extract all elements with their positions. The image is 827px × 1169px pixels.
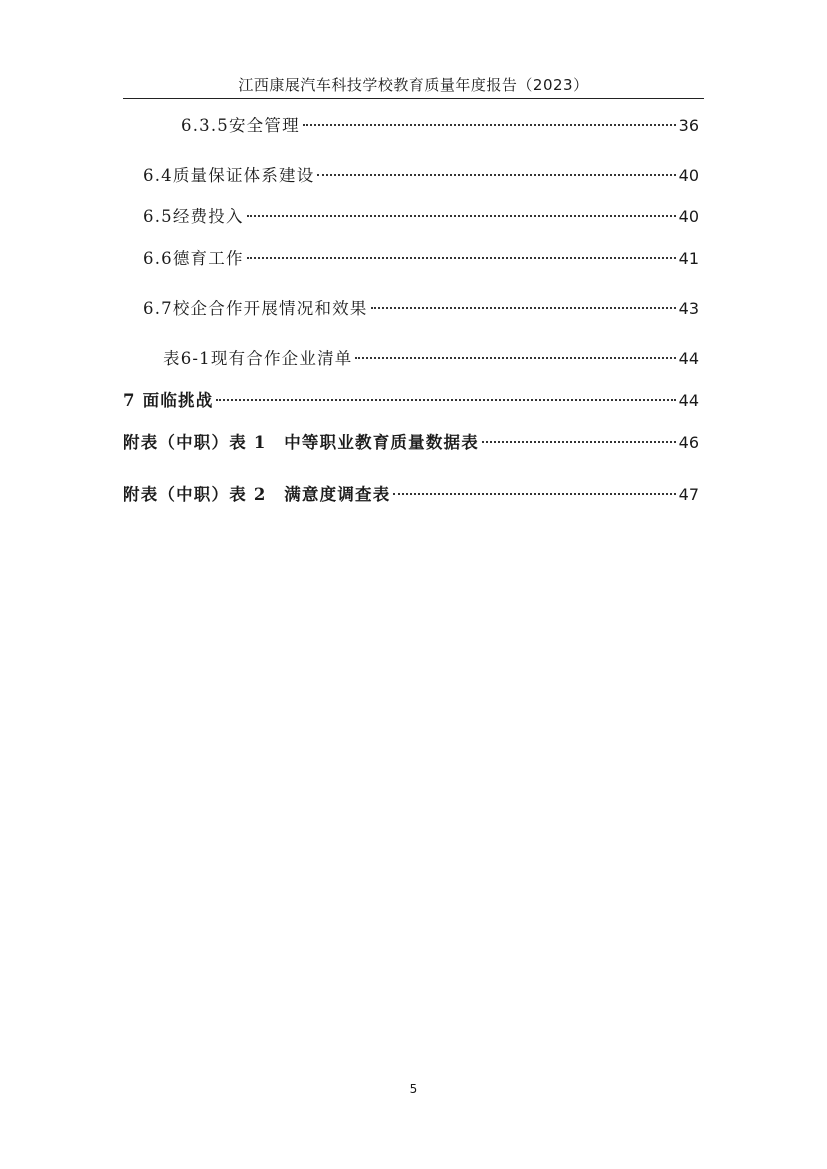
toc-entry-6-4[interactable] — [143, 163, 699, 189]
toc-entry-label: 6.7校企合作开展情况和效果 — [143, 299, 368, 318]
page-header — [123, 74, 704, 99]
dot-leader — [393, 493, 675, 495]
toc-entry-table-6-1[interactable] — [163, 346, 699, 372]
page-number: 5 — [409, 1082, 418, 1096]
dot-leader — [482, 441, 676, 443]
toc-entry-6-3-5[interactable] — [181, 113, 699, 139]
toc-entry-appendix-2[interactable] — [123, 482, 699, 508]
toc-entry-6-6[interactable] — [143, 246, 699, 272]
toc-entry-page: 47 — [678, 485, 699, 504]
toc-entry-6-7[interactable] — [143, 296, 699, 322]
toc-entry-page: 36 — [678, 116, 699, 135]
toc-entry-page: 46 — [678, 433, 699, 452]
toc-entry-page: 43 — [678, 299, 699, 318]
toc-entry-label: 附表（中职）表 1 中等职业教育质量数据表 — [123, 433, 479, 452]
toc-entry-6-5[interactable] — [143, 204, 699, 230]
toc-entry-page: 44 — [678, 391, 699, 410]
toc-entry-label: 7 面临挑战 — [123, 391, 214, 410]
toc-entry-page: 44 — [678, 349, 699, 368]
dot-leader — [371, 307, 676, 309]
toc-entry-label: 6.5经费投入 — [143, 207, 244, 226]
toc-entry-label: 6.4质量保证体系建设 — [143, 166, 315, 185]
dot-leader — [303, 124, 676, 126]
toc-entry-7[interactable] — [123, 388, 699, 414]
toc-entry-appendix-1[interactable] — [123, 430, 699, 456]
toc-entry-label: 表6-1现有合作企业清单 — [163, 349, 353, 368]
toc-entry-label: 6.3.5安全管理 — [181, 116, 300, 135]
dot-leader — [317, 174, 675, 176]
dot-leader — [247, 257, 676, 259]
report-title: 江西康展汽车科技学校教育质量年度报告（2023） — [238, 76, 589, 94]
dot-leader — [216, 399, 675, 401]
toc-entry-label: 附表（中职）表 2 满意度调查表 — [123, 485, 391, 504]
toc-entry-page: 40 — [678, 207, 699, 226]
toc-entry-page: 41 — [678, 249, 699, 268]
dot-leader — [355, 357, 675, 359]
toc-entry-page: 40 — [678, 166, 699, 185]
dot-leader — [247, 215, 676, 217]
toc-entry-label: 6.6德育工作 — [143, 249, 244, 268]
